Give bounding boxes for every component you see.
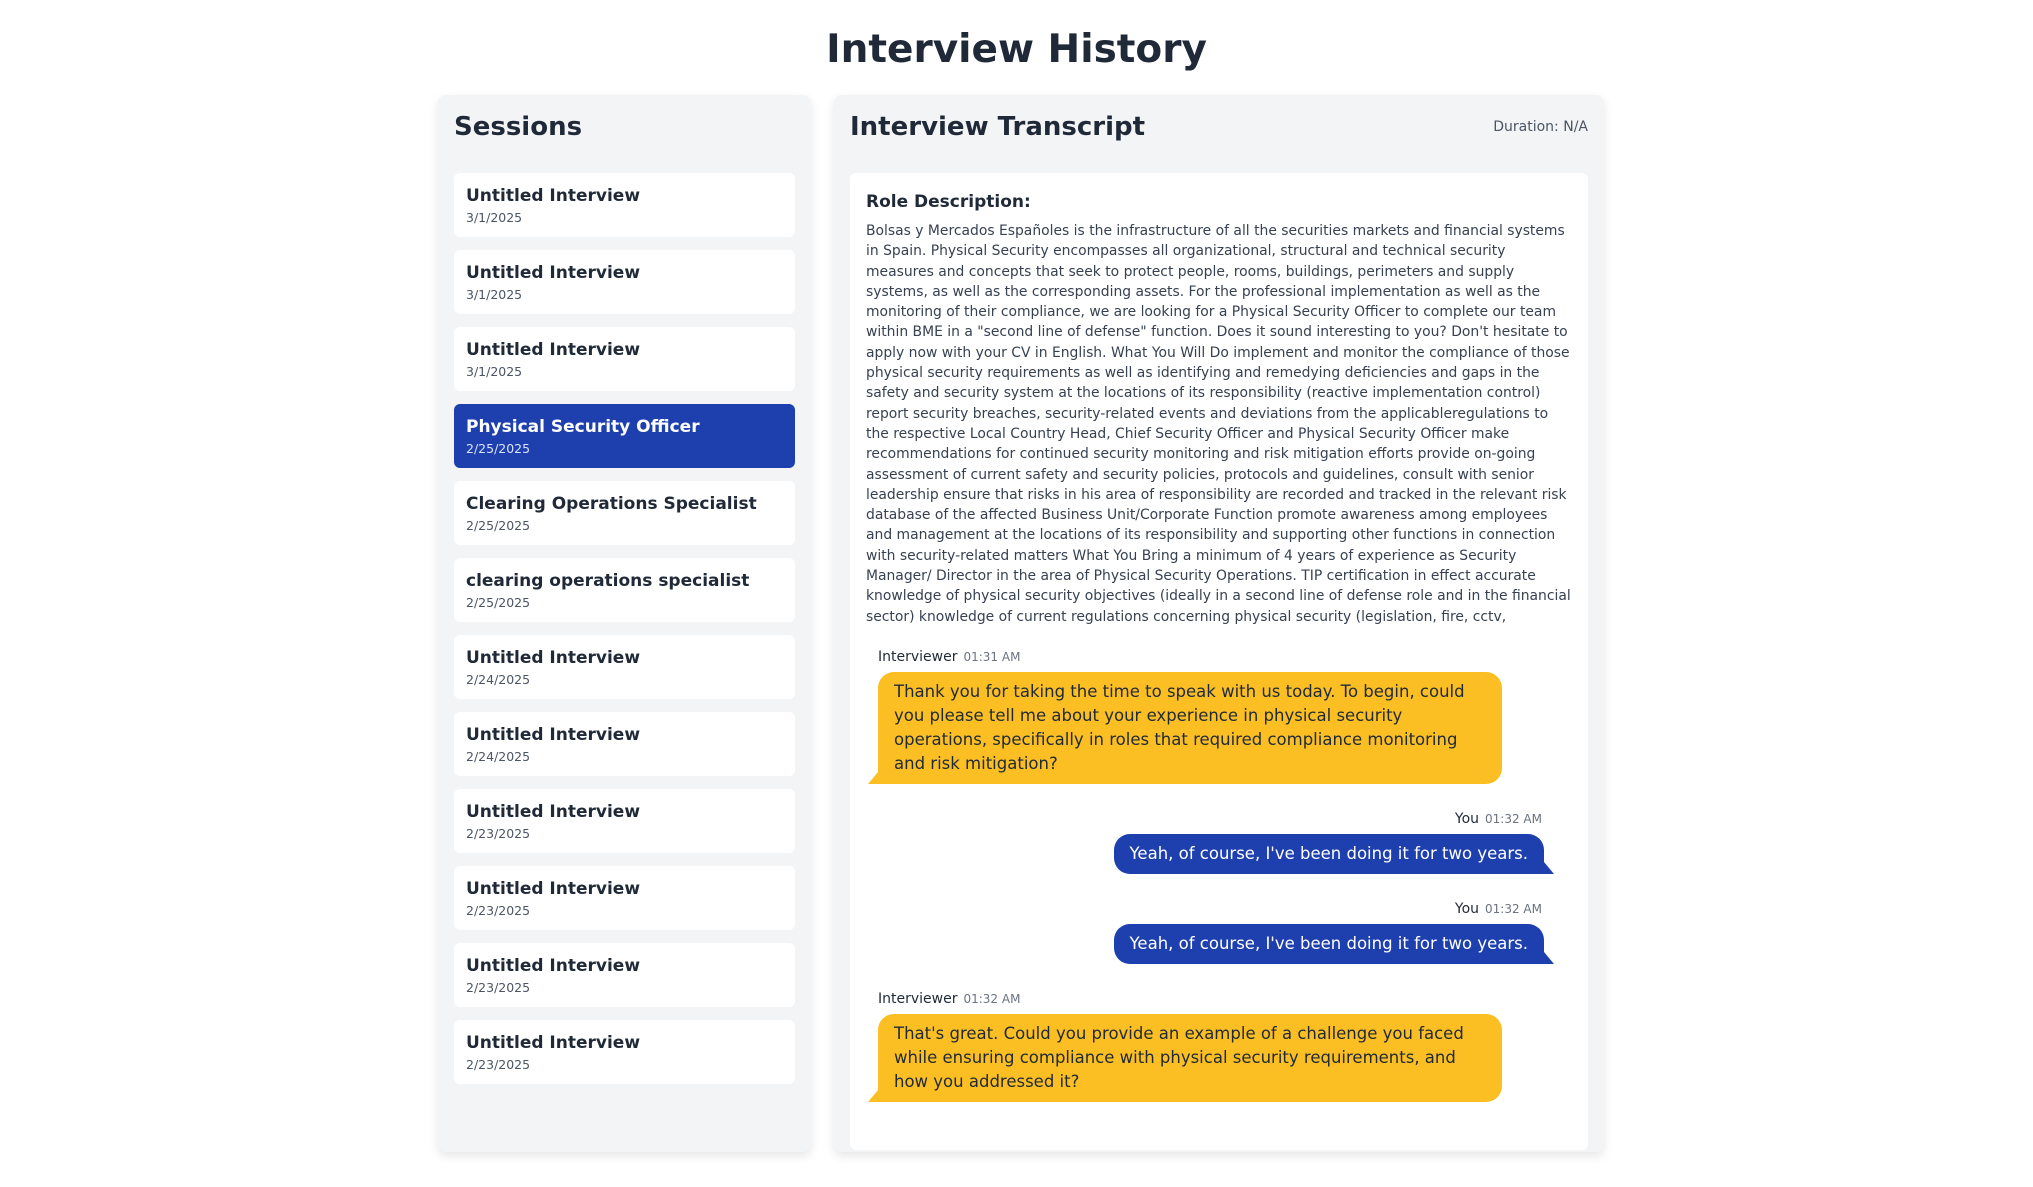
- session-item[interactable]: [454, 943, 795, 1007]
- duration-label: Duration: N/A: [1493, 119, 1588, 135]
- session-item[interactable]: [454, 789, 795, 853]
- role-description-text: Bolsas y Mercados Españoles is the infrastructure of all the securities markets and financial systems in Spain. Physical Security encompasses all organizational, structural and technical security measures and concepts that seek to protect people, rooms, buildings, perimeters and supply systems, as well as the corresponding assets. For the professional implementation as well as the monitoring of their compliance, we are looking for a Physical Security Officer to complete our team within BME in a "second line of defense" function. Does it sound interesting to you? Don't hesitate to apply now with your CV in English. What You Will Do implement and monitor the compliance of those physical security requirements as well as identifying and remedying deficiencies and gaps in the safety and security system at the locations of its responsibility (reactive implementation control) report security breaches, security-related events and deviations from the applicableregulations to the respective Local Country Head, Chief Security Officer and Physical Security Officer make recommendations for continued security monitoring and risk mitigation efforts provide on-going assessment of current safety and security policies, protocols and guidelines, consult with senior leadership ensure that risks in his area of responsibility are recorded and tracked in the relevant risk database of the affected Business Unit/Corporate Function promote awareness among employees and management at the locations of its responsibility and supporting other functions in connection with security-related matters What You Bring a minimum of 4 years of experience as Security Manager/ Director in the area of Physical Security Operations. TIP certification in effect accurate knowledge of physical security objectives (ideally in a second line of defense role and in the financial sector) knowledge of current regulations concerning physical security (legislation, fire, cctv,: [866, 223, 1571, 625]
- session-date: 2/24/2025: [466, 749, 531, 764]
- session-title: Untitled Interview: [466, 186, 641, 206]
- message-time: 01:31 AM: [963, 649, 1021, 664]
- message-time: 01:32 AM: [963, 991, 1021, 1006]
- message-interviewer: [866, 648, 1572, 784]
- session-title: Physical Security Officer: [466, 417, 700, 437]
- session-item[interactable]: [454, 173, 795, 237]
- session-item-active[interactable]: [454, 404, 795, 468]
- session-date: 2/23/2025: [466, 826, 531, 841]
- message-interviewer: [866, 990, 1572, 1102]
- session-date: 2/23/2025: [466, 980, 531, 995]
- message-list: [866, 648, 1572, 1102]
- session-item[interactable]: [454, 1020, 795, 1084]
- session-date: 3/1/2025: [466, 364, 523, 379]
- session-title: Untitled Interview: [466, 725, 641, 745]
- session-item[interactable]: [454, 481, 795, 545]
- session-date: 2/25/2025: [466, 441, 531, 456]
- message-speaker: Interviewer: [878, 648, 958, 665]
- session-date: 2/25/2025: [466, 595, 531, 610]
- session-list: [454, 173, 795, 1084]
- session-date: 2/24/2025: [466, 672, 531, 687]
- session-item[interactable]: [454, 327, 795, 391]
- session-date: 3/1/2025: [466, 287, 523, 302]
- session-title: Clearing Operations Specialist: [466, 494, 757, 514]
- session-item[interactable]: [454, 866, 795, 930]
- session-title: Untitled Interview: [466, 648, 641, 668]
- session-item[interactable]: [454, 712, 795, 776]
- sessions-heading: Sessions: [454, 112, 583, 142]
- transcript-header: [850, 111, 1588, 143]
- transcript-body[interactable]: [850, 173, 1588, 1150]
- session-title: Untitled Interview: [466, 1033, 641, 1053]
- transcript-heading: Interview Transcript: [850, 112, 1146, 142]
- session-title: Untitled Interview: [466, 263, 641, 283]
- message-meta: [878, 990, 1572, 1008]
- message-bubble: That's great. Could you provide an example of a challenge you faced while ensuring compliance with physical security requirements, and how you addressed it?: [878, 1014, 1502, 1102]
- role-description-heading: Role Description:: [866, 192, 1031, 212]
- session-item[interactable]: [454, 250, 795, 314]
- session-title: Untitled Interview: [466, 802, 641, 822]
- session-date: 2/23/2025: [466, 903, 531, 918]
- transcript-panel: [834, 95, 1604, 1152]
- message-meta: [866, 810, 1542, 828]
- sessions-panel: [438, 95, 811, 1152]
- session-title: Untitled Interview: [466, 956, 641, 976]
- message-bubble: Yeah, of course, I've been doing it for two years.: [1114, 924, 1544, 964]
- message-bubble: Thank you for taking the time to speak with us today. To begin, could you please tell me about your experience in physical security operations, specifically in roles that required compliance monitoring and risk mitigation?: [878, 672, 1502, 784]
- session-title: clearing operations specialist: [466, 571, 750, 591]
- session-item[interactable]: [454, 558, 795, 622]
- message-bubble: Yeah, of course, I've been doing it for two years.: [1114, 834, 1544, 874]
- message-user: [866, 900, 1572, 964]
- message-meta: [866, 900, 1542, 918]
- message-speaker: You: [1454, 900, 1480, 917]
- session-title: Untitled Interview: [466, 340, 641, 360]
- message-meta: [878, 648, 1572, 666]
- page-title: Interview History: [826, 27, 1207, 72]
- message-speaker: You: [1454, 810, 1480, 827]
- session-date: 3/1/2025: [466, 210, 523, 225]
- session-date: 2/25/2025: [466, 518, 531, 533]
- session-item[interactable]: [454, 635, 795, 699]
- message-user: [866, 810, 1572, 874]
- message-time: 01:32 AM: [1485, 811, 1542, 826]
- message-time: 01:32 AM: [1485, 901, 1542, 916]
- message-speaker: Interviewer: [878, 990, 958, 1007]
- session-title: Untitled Interview: [466, 879, 641, 899]
- session-date: 2/23/2025: [466, 1057, 531, 1072]
